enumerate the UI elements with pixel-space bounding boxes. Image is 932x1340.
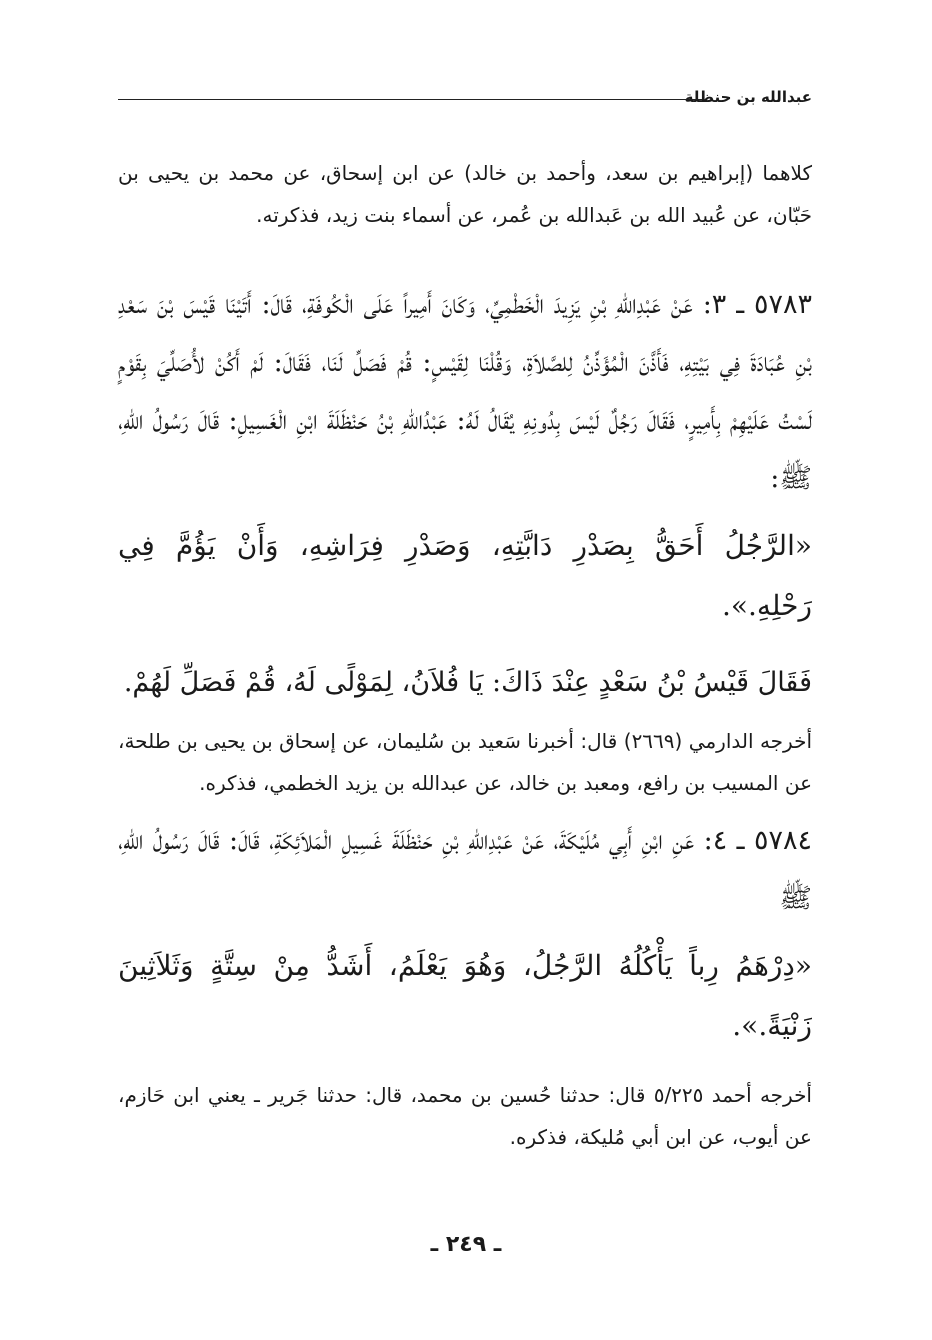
header-title: عبدالله بن حنظلة bbox=[684, 88, 812, 106]
takhrij-5783-note: أخرجه الدارمي (٢٦٦٩) قال: أخبرنا سَعيد بن سُليمان، عن إسحاق بن يحيى بن طلحة، عن المسيب بن رافع، ومعبد بن خالد، عن عبدالله بن يزيد الخطمي، فذكره. bbox=[118, 729, 813, 795]
page-body bbox=[118, 152, 812, 1158]
hadith-5783-paragraph: ٥٧٨٣ ـ ٣: عَنْ عَبْدِاللهِ بْنِ يَزِيدَ الْخَطْمِيِّ، وَكَانَ أَمِيراً عَلَى الْكُوفَةِ، قَالَ: أَتَيْنَا قَيْسَ بْنَ سَعْدِ بْنِ عُبَادَةَ فِي بَيْتِهِ، فَأَذَّنَ الْمُؤَذِّنُ لِلصَّلاَةِ، وَقُلْنَا لِقَيْسٍ: قُمْ فَصَلِّ لَنَا، فَقَالَ: لَمْ أَكُنْ لأُصَلِّيَ بِقَوْمٍ لَسْتُ عَلَيْهِمْ بِأَمِيرٍ، فَقَالَ رَجُلٌ لَيْسَ بِدُونِهِ يُقَالُ لَهُ: عَبْدُاللهِ بْنُ حَنْظَلَةَ ابْنِ الْغَسِيلِ: قَالَ رَسُولُ اللهِ، ﷺ: bbox=[118, 289, 812, 494]
page-number: ـ ٢٤٩ ـ bbox=[430, 1232, 502, 1257]
hadith-5783-quote: «الرَّجُلُ أَحَقُّ بِصَدْرِ دَابَّتِهِ، وَصَدْرِ فِرَاشِهِ، وَأَنْ يَؤُمَّ فِي رَحْلِهِ.». bbox=[118, 529, 812, 622]
hadith-5784-paragraph: ٥٧٨٤ ـ ٤: عَنِ ابْنِ أَبِي مُلَيْكَةَ، عَنْ عَبْدِاللهِ بْنِ حَنْظَلَةَ غَسِيلِ الْمَلاَئِكَةِ، قَالَ: قَالَ رَسُولُ اللهِ، ﷺ bbox=[118, 825, 812, 914]
hadith-5783-continuation: فَقَالَ قَيْسُ بْنُ سَعْدٍ عِنْدَ ذَاكَ: يَا فُلاَنُ، لِمَوْلًى لَهُ، قُمْ فَصَلِّ لَهُمْ. bbox=[123, 667, 812, 698]
hadith-5784-quote: «دِرْهَمُ رِباً يَأْكُلُهُ الرَّجُلُ، وَهُوَ يَعْلَمُ، أَشَدُّ مِنْ سِتَّةٍ وَثَلاَثِينَ زَنْيَةً.». bbox=[118, 949, 812, 1042]
header-rule bbox=[118, 99, 702, 100]
running-header bbox=[118, 86, 812, 110]
takhrij-5784-note: أخرجه أحمد ٥/٢٢٥ قال: حدثنا حُسين بن محمد، قال: حدثنا جَرير ـ يعني ابن حَازم، عن أيوب، عن ابن أبي مُليكة، فذكره. bbox=[118, 1083, 812, 1149]
source-note-paragraph: كلاهما (إبراهيم بن سعد، وأحمد بن خالد) عن ابن إسحاق، عن محمد بن يحيى بن حَبّان، عن عُبيد الله بن عَبدالله بن عُمر، عن أسماء بنت زيد، فذكرته. bbox=[118, 161, 812, 227]
